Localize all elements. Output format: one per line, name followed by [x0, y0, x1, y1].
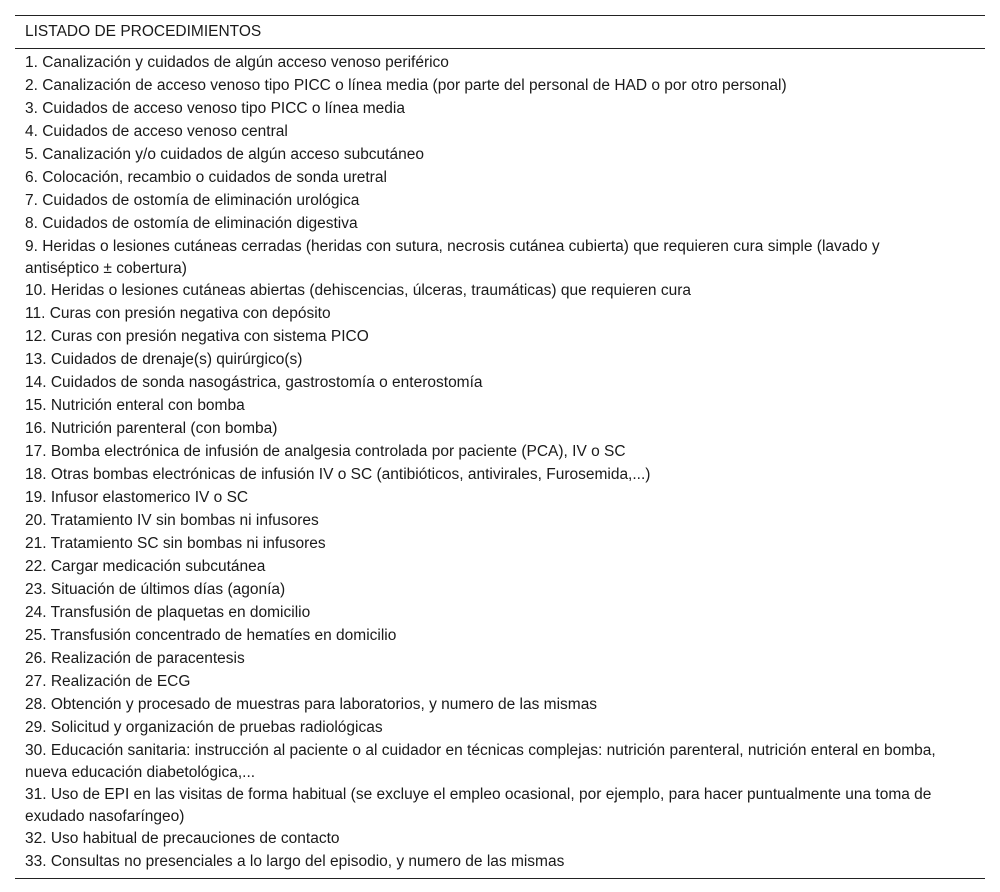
table-row: 3. Cuidados de acceso venoso tipo PICC o línea media: [25, 100, 405, 117]
table-row: 29. Solicitud y organización de pruebas radiológicas: [25, 719, 383, 736]
table-row: 24. Transfusión de plaquetas en domicilio: [25, 604, 311, 621]
procedures-list: [15, 49, 985, 873]
table-row: 32. Uso habitual de precauciones de contacto: [25, 830, 340, 847]
table-row: 31. Uso de EPI en las visitas de forma habitual (se excluye el empleo ocasional, por ejemplo, para hacer puntualmente una toma de exudado nasofaríngeo): [25, 786, 932, 825]
table-row: 7. Cuidados de ostomía de eliminación urológica: [25, 192, 360, 209]
bottom-rule: [15, 878, 985, 879]
table-row: 19. Infusor elastomerico IV o SC: [25, 489, 249, 506]
table-row: 12. Curas con presión negativa con sistema PICO: [25, 328, 369, 345]
table-row: 18. Otras bombas electrónicas de infusión IV o SC (antibióticos, antivirales, Furosemida,...): [25, 466, 651, 483]
procedures-table: [15, 15, 985, 879]
table-row: 17. Bomba electrónica de infusión de analgesia controlada por paciente (PCA), IV o SC: [25, 443, 626, 460]
table-row: 10. Heridas o lesiones cutáneas abiertas (dehiscencias, úlceras, traumáticas) que requieren cura: [25, 282, 691, 299]
table-row: 21. Tratamiento SC sin bombas ni infusores: [25, 535, 326, 552]
table-row: 11. Curas con presión negativa con depósito: [25, 305, 331, 322]
table-row: 25. Transfusión concentrado de hematíes en domicilio: [25, 627, 397, 644]
table-row: 8. Cuidados de ostomía de eliminación digestiva: [25, 215, 358, 232]
table-row: 16. Nutrición parenteral (con bomba): [25, 420, 278, 437]
table-header: LISTADO DE PROCEDIMIENTOS: [15, 16, 985, 49]
table-row: 4. Cuidados de acceso venoso central: [25, 123, 288, 140]
table-row: 30. Educación sanitaria: instrucción al paciente o al cuidador en técnicas complejas: nutrición parenteral, nutrición enteral en bomba, nueva educación diabetológica,...: [25, 742, 936, 781]
table-row: 13. Cuidados de drenaje(s) quirúrgico(s): [25, 351, 303, 368]
table-row: 1. Canalización y cuidados de algún acceso venoso periférico: [25, 54, 449, 71]
table-row: 28. Obtención y procesado de muestras para laboratorios, y numero de las mismas: [25, 696, 598, 713]
table-row: 26. Realización de paracentesis: [25, 650, 245, 667]
table-row: 20. Tratamiento IV sin bombas ni infusores: [25, 512, 319, 529]
table-row: 23. Situación de últimos días (agonía): [25, 581, 286, 598]
table-row: 33. Consultas no presenciales a lo largo del episodio, y numero de las mismas: [25, 853, 565, 870]
table-row: 6. Colocación, recambio o cuidados de sonda uretral: [25, 169, 387, 186]
table-row: 27. Realización de ECG: [25, 673, 191, 690]
table-row: 5. Canalización y/o cuidados de algún acceso subcutáneo: [25, 146, 424, 163]
table-row: 14. Cuidados de sonda nasogástrica, gastrostomía o enterostomía: [25, 374, 483, 391]
table-row: 9. Heridas o lesiones cutáneas cerradas (heridas con sutura, necrosis cutánea cubierta) que requieren cura simple (lavado y antiséptico ± cobertura): [25, 238, 880, 277]
table-row: 22. Cargar medicación subcutánea: [25, 558, 266, 575]
table-row: 15. Nutrición enteral con bomba: [25, 397, 245, 414]
table-row: 2. Canalización de acceso venoso tipo PICC o línea media (por parte del personal de HAD o por otro personal): [25, 77, 787, 94]
